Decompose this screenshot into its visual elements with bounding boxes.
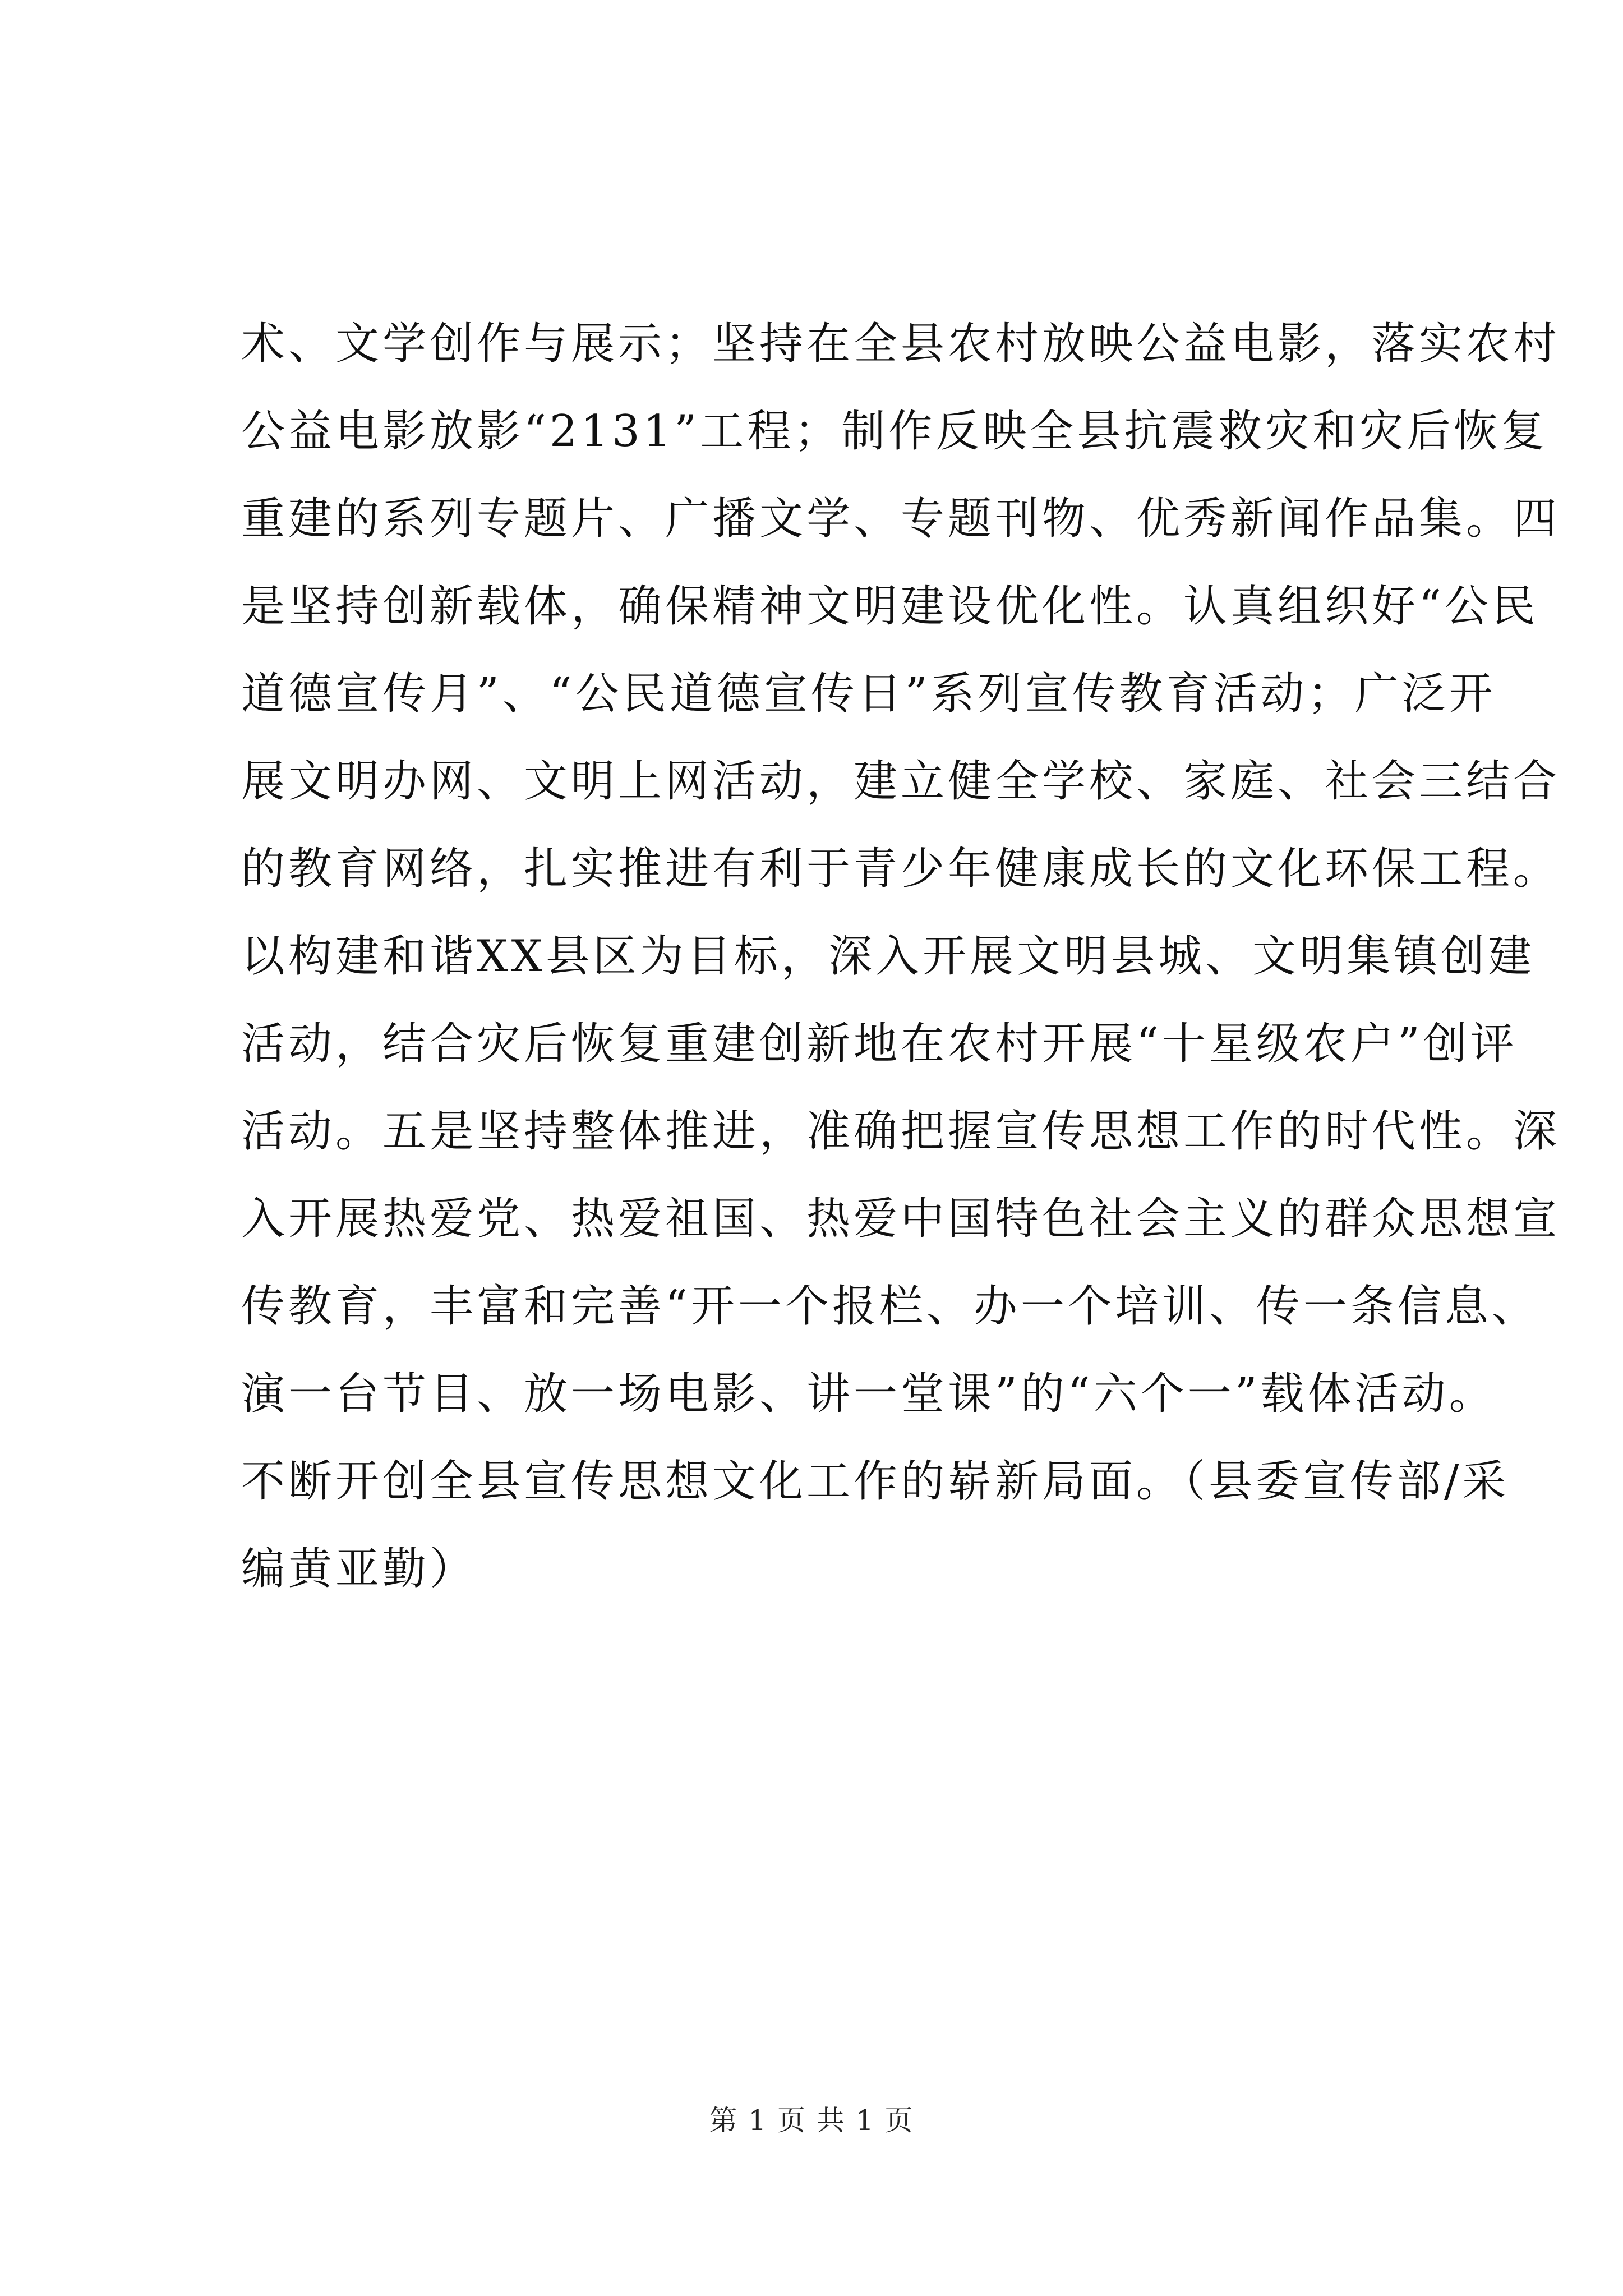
text-line: 道德宣传月”、“公民道德宣传日”系列宣传教育活动；广泛开 — [241, 669, 1496, 719]
text-line: 不断开创全县宣传思想文化工作的崭新局面。（县委宣传部/采 — [241, 1456, 1510, 1507]
text-line: 术、文学创作与展示；坚持在全县农村放映公益电影，落实农村 — [241, 319, 1561, 369]
text-line: 的教育网络，扎实推进有利于青少年健康成长的文化环保工程。 — [241, 844, 1561, 894]
text-line: 入开展热爱党、热爱祖国、热爱中国特色社会主义的群众思想宣 — [241, 1194, 1561, 1244]
text-line: 是坚持创新载体，确保精神文明建设优化性。认真组织好“公民 — [241, 581, 1539, 632]
text-line: 活动，结合灾后恢复重建创新地在农村开展“十星级农户”创评 — [241, 1019, 1518, 1069]
text-line: 以构建和谐XX县区为目标，深入开展文明县城、文明集镇创建 — [241, 931, 1536, 982]
text-line: 公益电影放影“2131”工程；制作反映全县抗震救灾和灾后恢复 — [241, 406, 1548, 457]
text-line: 展文明办网、文明上网活动，建立健全学校、家庭、社会三结合 — [241, 756, 1561, 807]
body-text — [241, 300, 1561, 1613]
text-line: 编黄亚勤） — [241, 1544, 477, 1594]
text-line: 活动。五是坚持整体推进，准确把握宣传思想工作的时代性。深 — [241, 1106, 1561, 1157]
text-line: 演一台节目、放一场电影、讲一堂课”的“六个一”载体活动。 — [241, 1369, 1496, 1419]
text-line: 重建的系列专题片、广播文学、专题刊物、优秀新闻作品集。四 — [241, 494, 1561, 544]
page-number-footer: 第 1 页 共 1 页 — [709, 2104, 914, 2137]
text-line: 传教育，丰富和完善“开一个报栏、办一个培训、传一条信息、 — [241, 1281, 1539, 1332]
